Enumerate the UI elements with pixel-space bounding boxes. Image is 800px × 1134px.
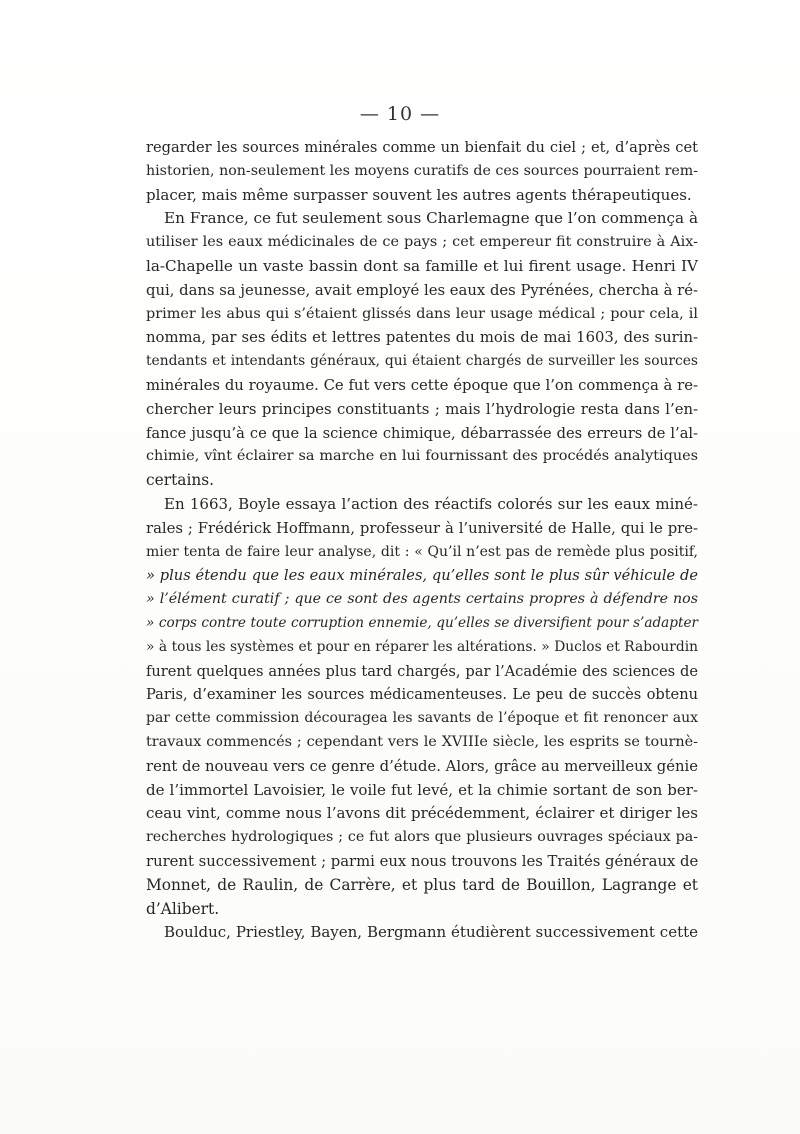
text-line: certains. — [146, 471, 215, 490]
text-line: regarder les sources minérales comme un bienfait du ciel ; et, d’après cet — [146, 139, 698, 156]
text-line: travaux commencés ; cependant vers le XVIIIe siècle, les esprits se tournè- — [146, 733, 698, 750]
text-line: rurent successivement ; parmi eux nous trouvons les Traités généraux de — [146, 852, 699, 870]
text-line: » à tous les systèmes et pour en réparer les altérations. » Duclos et Rabourdin — [146, 638, 698, 655]
page-number: — 10 — — [359, 103, 441, 125]
text-line: minérales du royaume. Ce fut vers cette époque que l’on commença à re- — [146, 376, 698, 394]
text-line: rales ; Frédérick Hoffmann, professeur à l’université de Halle, qui le pre- — [146, 519, 698, 537]
text-line: d’Alibert. — [146, 899, 220, 918]
text-line: ceau vint, comme nous l’avons dit précédemment, éclairer et diriger les — [146, 804, 698, 823]
text-line: mier tenta de faire leur analyse, dit : « Qu’il n’est pas de remède plus positif, — [146, 543, 698, 560]
text-line: recherches hydrologiques ; ce fut alors que plusieurs ouvrages spéciaux pa- — [146, 829, 698, 846]
text-line: Monnet, de Raulin, de Carrère, et plus tard de Bouillon, Lagrange et — [146, 875, 698, 894]
text-line: nomma, par ses édits et lettres patentes du mois de mai 1603, des surin- — [146, 329, 698, 347]
text-line: placer, mais même surpasser souvent les autres agents thérapeutiques. — [146, 185, 692, 204]
text-line: En France, ce fut seulement sous Charlemagne que l’on commença à — [164, 209, 698, 228]
text-line: » corps contre toute corruption ennemie, qu’elles se diversifient pour s’adapter — [146, 614, 698, 631]
text-line: rent de nouveau vers ce genre d’étude. Alors, grâce au merveilleux génie — [146, 757, 698, 775]
text-line: historien, non-seulement les moyens curatifs de ces sources pourraient rem- — [146, 162, 698, 179]
text-line: tendants et intendants généraux, qui étaient chargés de surveiller les sources — [146, 353, 698, 370]
text-line: par cette commission découragea les savants de l’époque et fit renoncer aux — [146, 710, 698, 727]
body-text — [146, 136, 698, 945]
text-line: Boulduc, Priestley, Bayen, Bergmann étudièrent successivement cette — [164, 923, 698, 942]
text-line: chercher leurs principes constituants ; mais l’hydrologie resta dans l’en- — [146, 400, 698, 418]
text-line: » l’élément curatif ; que ce sont des agents certains propres à défendre nos — [146, 591, 698, 608]
text-line: » plus étendu que les eaux minérales, qu’elles sont le plus sûr véhicule de — [146, 567, 698, 585]
text-line: En 1663, Boyle essaya l’action des réactifs colorés sur les eaux miné- — [164, 494, 698, 513]
text-line: qui, dans sa jeunesse, avait employé les eaux des Pyrénées, chercha à ré- — [146, 281, 699, 299]
text-line: primer les abus qui s’étaient glissés dans leur usage médical ; pour cela, il — [146, 305, 698, 322]
text-line: Paris, d’examiner les sources médicamenteuses. Le peu de succès obtenu — [146, 686, 698, 704]
text-line: fance jusqu’à ce que la science chimique, débarrassée des erreurs de l’al- — [146, 424, 698, 442]
text-line: de l’immortel Lavoisier, le voile fut levé, et la chimie sortant de son ber- — [146, 780, 698, 799]
text-line: utiliser les eaux médicinales de ce pays ; cet empereur fit construire à Aix- — [146, 234, 698, 251]
text-line: chimie, vînt éclairer sa marche en lui fournissant des procédés analytiques — [146, 448, 698, 465]
text-line: la-Chapelle un vaste bassin dont sa famille et lui firent usage. Henri IV — [146, 256, 698, 275]
text-line: furent quelques années plus tard chargés, par l’Académie des sciences de — [146, 662, 698, 680]
